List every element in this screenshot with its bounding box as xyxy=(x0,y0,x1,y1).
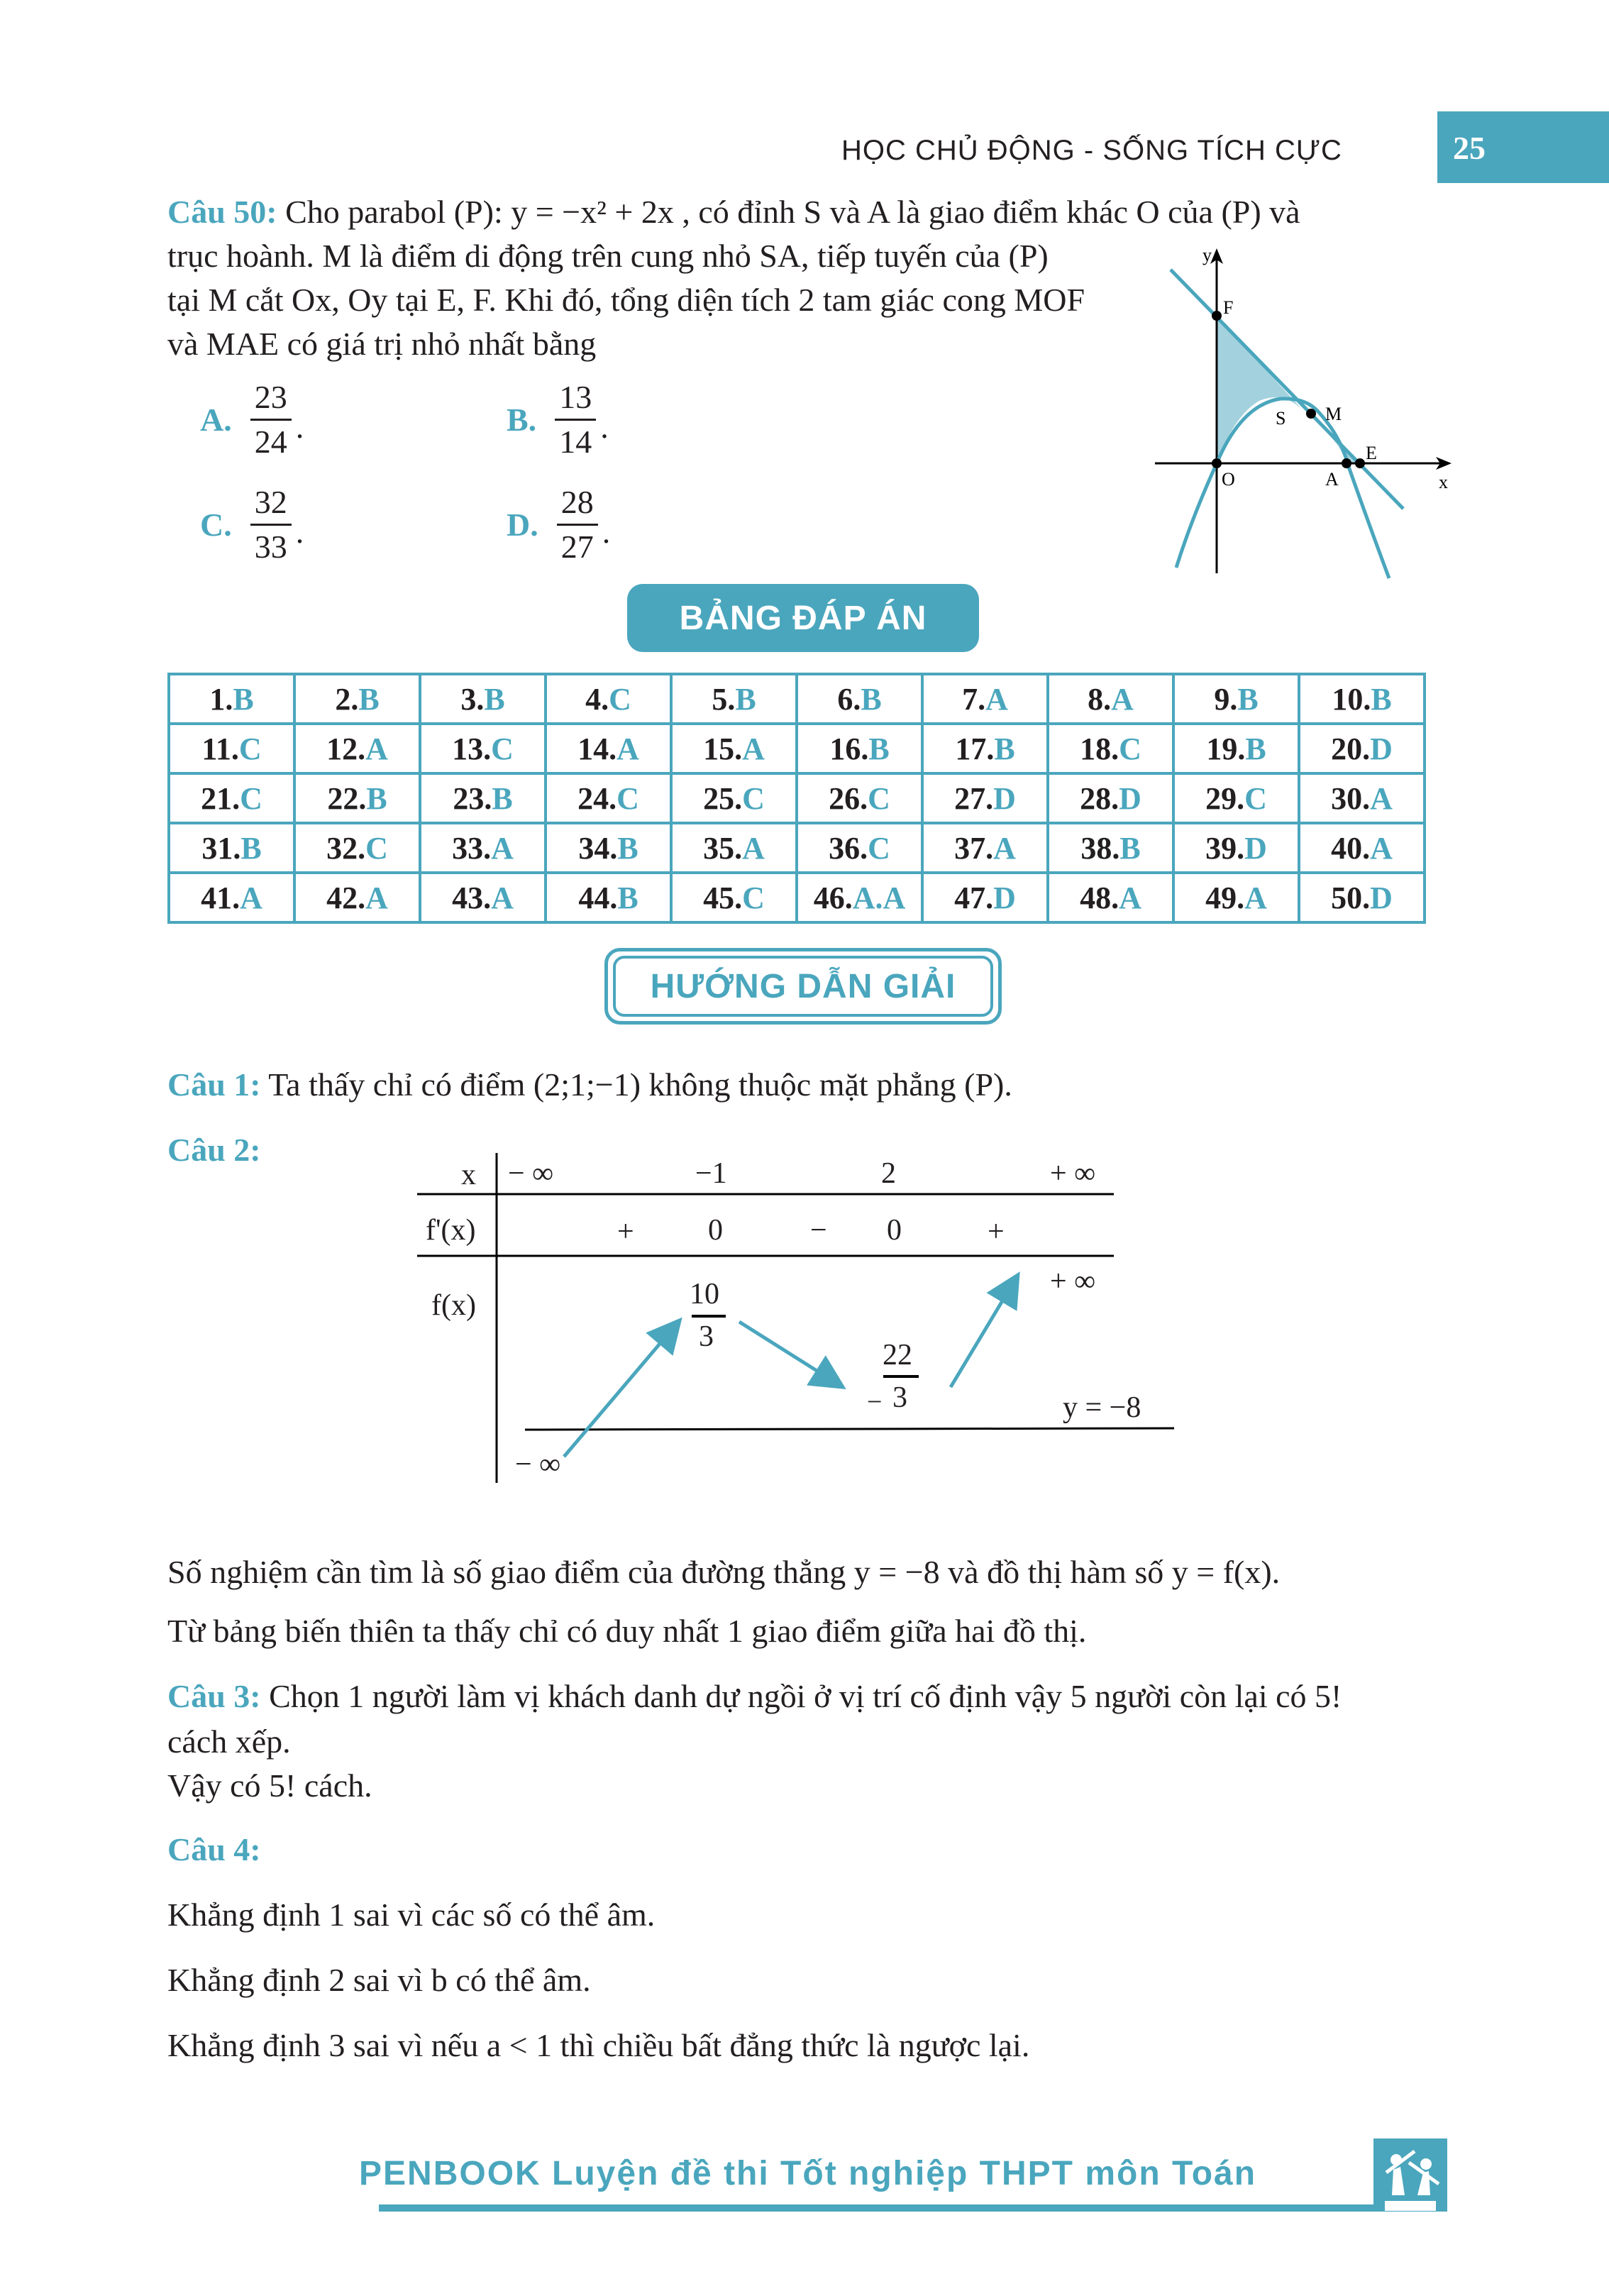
answer-row xyxy=(169,873,1425,922)
answer-letter: A xyxy=(993,830,1016,866)
answer-letter: C xyxy=(868,780,890,816)
answer-cell xyxy=(294,674,420,724)
question-number: 4. xyxy=(585,681,609,717)
label-f: F xyxy=(1223,297,1234,318)
answer-cell xyxy=(420,674,546,724)
option-c-fraction xyxy=(250,481,292,568)
answer-cell xyxy=(922,674,1048,724)
question-number: 30. xyxy=(1331,780,1371,816)
answer-letter: C xyxy=(616,780,639,816)
answer-cell xyxy=(1048,873,1173,922)
question-number: 39. xyxy=(1205,830,1245,866)
question-number: 36. xyxy=(829,830,868,866)
shaded-region-mof xyxy=(1217,316,1304,463)
min-value-fraction-bar xyxy=(883,1375,919,1378)
question-50-label: Câu 50: xyxy=(167,194,277,230)
answer-cell xyxy=(169,674,294,724)
period: . xyxy=(600,409,609,445)
answer-letter: C xyxy=(238,731,262,766)
question-number: 29. xyxy=(1205,780,1245,816)
answer-letter: A xyxy=(1370,830,1393,866)
denominator: 14 xyxy=(559,424,592,460)
answer-letter: A xyxy=(240,880,262,915)
answer-letter: C xyxy=(491,731,514,766)
numerator: 28 xyxy=(560,484,594,520)
point-o xyxy=(1212,458,1222,468)
question-number: 25. xyxy=(703,780,743,816)
answer-letter: D xyxy=(993,880,1016,915)
question-number: 45. xyxy=(703,880,743,915)
answer-cell xyxy=(420,823,546,873)
question-number: 31. xyxy=(201,830,241,866)
answer-letter: B xyxy=(484,681,505,717)
question-number: 20. xyxy=(1331,731,1371,766)
question-number: 35. xyxy=(703,830,743,866)
answer-cell xyxy=(797,873,922,922)
right-limit: + ∞ xyxy=(1050,1265,1096,1298)
answer-letter: A xyxy=(491,880,514,915)
question-number: 23. xyxy=(453,780,492,816)
option-c xyxy=(200,481,304,568)
answer-cell xyxy=(1048,724,1173,773)
solution-1-label: Câu 1: xyxy=(167,1066,261,1103)
numerator: 32 xyxy=(254,484,287,520)
question-number: 7. xyxy=(962,681,986,717)
solution-1 xyxy=(167,1063,1012,1107)
answer-cell xyxy=(546,674,671,724)
option-a-fraction xyxy=(250,376,292,463)
sign-plus: + xyxy=(988,1215,1005,1248)
claim-2: Khẳng định 2 sai vì b có thể âm. xyxy=(167,1962,591,1998)
x-value-2: 2 xyxy=(881,1157,896,1190)
question-number: 8. xyxy=(1088,681,1112,717)
answer-letter: B xyxy=(240,830,262,866)
answer-letter: B xyxy=(1371,681,1392,717)
max-value-fraction-bar xyxy=(692,1315,726,1318)
answer-letter: C xyxy=(742,780,765,816)
option-d-letter: D. xyxy=(507,507,538,543)
two-people-logo-icon xyxy=(1373,2138,1447,2212)
question-number: 13. xyxy=(452,731,492,766)
max-value-denominator: 3 xyxy=(699,1320,714,1353)
variation-table-lines xyxy=(411,1149,1178,1490)
answer-cell xyxy=(922,823,1048,873)
question-number: 37. xyxy=(954,830,994,866)
answer-cell xyxy=(294,873,420,922)
label-y: y xyxy=(1202,245,1212,265)
solution-2-label-text: Câu 2: xyxy=(167,1132,261,1168)
answer-letter: B xyxy=(617,830,638,866)
answer-cell xyxy=(671,674,797,724)
variation-table xyxy=(411,1149,1178,1490)
question-number: 5. xyxy=(712,681,736,717)
answer-cell xyxy=(671,873,797,922)
answer-letter: D xyxy=(1244,830,1267,866)
question-number: 33. xyxy=(452,830,492,866)
label-o: O xyxy=(1222,469,1235,490)
period: . xyxy=(295,514,304,550)
solution-3-line-1 xyxy=(167,1674,1342,1718)
answer-cell xyxy=(420,773,546,823)
min-value-denominator: 3 xyxy=(892,1381,907,1414)
question-number: 16. xyxy=(829,731,869,766)
answer-letter: B xyxy=(994,731,1015,766)
question-number: 15. xyxy=(703,731,743,766)
answer-letter: A xyxy=(491,830,514,866)
answer-letter: D xyxy=(993,780,1016,816)
increase-arrow-icon xyxy=(564,1325,675,1457)
horizontal-line-label: y = −8 xyxy=(1063,1391,1141,1424)
answer-letter: A xyxy=(1244,880,1267,915)
label-m: M xyxy=(1325,404,1342,424)
question-number: 32. xyxy=(326,830,366,866)
answer-cell xyxy=(169,873,294,922)
sign-zero: 0 xyxy=(887,1214,902,1247)
answer-cell xyxy=(1173,674,1299,724)
solution-4-label-text: Câu 4: xyxy=(167,1831,261,1867)
option-a xyxy=(200,376,304,463)
answer-cell xyxy=(169,773,294,823)
claim-3: Khẳng định 3 sai vì nếu a < 1 thì chiều bất đẳng thức là ngược lại. xyxy=(167,2027,1030,2063)
question-number: 38. xyxy=(1080,830,1120,866)
answer-letter: A xyxy=(742,731,765,766)
answer-cell xyxy=(922,873,1048,922)
left-limit: − ∞ xyxy=(515,1448,561,1481)
question-number: 28. xyxy=(1080,780,1119,816)
answer-letter: B xyxy=(868,731,890,766)
footer-book-title: PENBOOK Luyện đề thi Tốt nghiệp THPT môn Toán xyxy=(359,2155,1257,2192)
page-number: 25 xyxy=(1453,130,1486,166)
sign-minus: − xyxy=(810,1214,827,1247)
question-50-line-4: và MAE có giá trị nhỏ nhất bằng xyxy=(167,326,597,362)
answer-cell xyxy=(169,823,294,873)
answer-cell xyxy=(1048,674,1173,724)
question-number: 40. xyxy=(1331,830,1371,866)
answer-cell xyxy=(169,724,294,773)
answer-letter: B xyxy=(1119,830,1141,866)
min-value-numerator: 22 xyxy=(883,1339,912,1371)
sign-zero: 0 xyxy=(708,1214,723,1247)
question-number: 17. xyxy=(955,731,995,766)
question-number: 43. xyxy=(452,880,492,915)
question-number: 18. xyxy=(1080,731,1119,766)
numerator: 13 xyxy=(559,379,592,415)
answer-letter: D xyxy=(1370,880,1393,915)
solution-4-label xyxy=(167,1828,261,1872)
solution-3-text-1: Chọn 1 người làm vị khách danh dự ngồi ở vị trí cố định vậy 5 người còn lại có 5! xyxy=(269,1678,1342,1714)
solution-1-text: Ta thấy chỉ có điểm (2;1;−1) không thuộc mặt phẳng (P). xyxy=(268,1066,1012,1103)
solution-3-label: Câu 3: xyxy=(167,1678,261,1714)
point-a xyxy=(1342,458,1351,468)
solution-3-line-3: Vậy có 5! cách. xyxy=(167,1767,372,1804)
answer-letter: C xyxy=(365,830,388,866)
question-number: 21. xyxy=(201,780,240,816)
point-m xyxy=(1306,409,1316,419)
question-number: 24. xyxy=(577,780,617,816)
answer-letter: D xyxy=(1370,731,1393,766)
question-number: 41. xyxy=(201,880,240,915)
answer-cell xyxy=(1299,724,1425,773)
sign-plus: + xyxy=(617,1215,634,1248)
point-e xyxy=(1355,458,1365,468)
question-number: 2. xyxy=(335,681,359,717)
increase-arrow-icon xyxy=(951,1281,1014,1387)
answer-cell xyxy=(1173,724,1299,773)
numerator: 23 xyxy=(254,379,287,415)
answer-cell xyxy=(1173,873,1299,922)
period: . xyxy=(602,514,611,550)
question-number: 48. xyxy=(1080,880,1119,915)
answer-cell xyxy=(922,724,1048,773)
question-number: 10. xyxy=(1332,681,1371,717)
question-number: 1. xyxy=(209,681,233,717)
option-b-fraction xyxy=(555,376,596,463)
question-50-line-2: trục hoành. M là điểm di động trên cung nhỏ SA, tiếp tuyến của (P) xyxy=(167,238,1049,274)
answer-letter: A xyxy=(365,731,388,766)
decrease-arrow-icon xyxy=(739,1322,837,1384)
question-number: 11. xyxy=(201,731,239,766)
answer-cell xyxy=(1173,773,1299,823)
running-header-title: HỌC CHỦ ĐỘNG - SỐNG TÍCH CỰC xyxy=(841,135,1342,166)
question-number: 9. xyxy=(1214,681,1238,717)
option-d-fraction xyxy=(557,481,598,568)
question-number: 46. xyxy=(813,880,853,915)
denominator: 27 xyxy=(560,529,594,565)
answer-cell xyxy=(1299,823,1425,873)
denominator: 24 xyxy=(254,424,287,460)
answer-cell xyxy=(546,724,671,773)
answer-letter: B xyxy=(492,780,513,816)
answer-letter: A xyxy=(985,681,1008,717)
answer-row xyxy=(169,773,1425,823)
solution-3-line-2: cách xếp. xyxy=(167,1723,291,1760)
answer-letter: B xyxy=(617,880,638,915)
answer-cell xyxy=(1173,823,1299,873)
line-y-minus-8 xyxy=(525,1428,1174,1430)
answer-cell xyxy=(1299,873,1425,922)
tangent-line xyxy=(1171,270,1403,509)
question-number: 26. xyxy=(829,780,868,816)
period: . xyxy=(295,409,304,445)
question-number: 19. xyxy=(1206,731,1246,766)
x-value-plus-infinity: + ∞ xyxy=(1050,1157,1096,1190)
derivative-row-label: f'(x) xyxy=(426,1214,476,1247)
solutions-heading: HƯỚNG DẪN GIẢI xyxy=(613,956,993,1017)
answer-cell xyxy=(294,724,420,773)
answer-letter: B xyxy=(358,681,380,717)
question-50-line-3: tại M cắt Ox, Oy tại E, F. Khi đó, tổng diện tích 2 tam giác cong MOF xyxy=(167,282,1085,318)
solution-2-text-1: Số nghiệm cần tìm là số giao điểm của đường thẳng y = −8 và đồ thị hàm số y = f(x). xyxy=(167,1554,1281,1590)
option-c-letter: C. xyxy=(200,507,232,543)
answer-letter: B xyxy=(233,681,254,717)
option-a-letter: A. xyxy=(200,402,232,438)
answer-letter: B xyxy=(1237,681,1259,717)
label-s: S xyxy=(1276,408,1286,429)
question-number: 14. xyxy=(577,731,617,766)
answer-row xyxy=(169,724,1425,773)
answer-letter: C xyxy=(868,830,890,866)
answer-letter: D xyxy=(1119,780,1141,816)
option-b xyxy=(507,376,609,463)
answer-cell xyxy=(797,823,922,873)
solution-2-text-2: Từ bảng biến thiên ta thấy chỉ có duy nhất 1 giao điểm giữa hai đồ thị. xyxy=(167,1613,1087,1649)
answer-letter: C xyxy=(1244,780,1267,816)
min-value-sign: − xyxy=(867,1387,883,1417)
answer-letter: A xyxy=(365,880,388,915)
answer-letter: B xyxy=(861,681,882,717)
answer-cell xyxy=(294,773,420,823)
answer-cell xyxy=(546,823,671,873)
answer-letter: B xyxy=(735,681,756,717)
answer-cell xyxy=(797,773,922,823)
answer-letter: C xyxy=(240,780,262,816)
parabola-tangent-figure xyxy=(1135,234,1461,589)
answer-cell xyxy=(671,773,797,823)
x-row-label: x xyxy=(461,1159,476,1191)
answer-table-heading: BẢNG ĐÁP ÁN xyxy=(627,584,979,652)
answer-letter: A xyxy=(616,731,639,766)
answer-cell xyxy=(420,724,546,773)
x-value-minus-infinity: − ∞ xyxy=(508,1157,554,1190)
answer-row xyxy=(169,674,1425,724)
solutions-heading-frame xyxy=(604,948,1002,1025)
answer-cell xyxy=(671,724,797,773)
answer-letter: C xyxy=(1119,731,1141,766)
answer-letter: C xyxy=(609,681,631,717)
answer-row xyxy=(169,823,1425,873)
question-number: 27. xyxy=(954,780,994,816)
question-number: 50. xyxy=(1331,880,1371,915)
answer-cell xyxy=(546,773,671,823)
question-number: 47. xyxy=(954,880,994,915)
answer-cell xyxy=(1048,773,1173,823)
question-number: 42. xyxy=(326,880,366,915)
footer-rule xyxy=(379,2204,1403,2212)
x-value-minus-1: −1 xyxy=(695,1157,727,1190)
answer-cell xyxy=(294,823,420,873)
label-x: x xyxy=(1439,472,1448,492)
question-number: 34. xyxy=(578,830,618,866)
answer-letter: A xyxy=(1370,780,1393,816)
answer-cell xyxy=(1299,674,1425,724)
question-number: 49. xyxy=(1205,880,1245,915)
question-number: 44. xyxy=(578,880,618,915)
answer-cell xyxy=(797,674,922,724)
answer-letter: B xyxy=(1245,731,1266,766)
point-f xyxy=(1212,311,1222,321)
question-number: 22. xyxy=(327,780,367,816)
question-50-text-1: Cho parabol (P): y = −x² + 2x , có đỉnh S và A là giao điểm khác O của (P) và xyxy=(285,194,1300,230)
answer-cell xyxy=(922,773,1048,823)
answer-cell xyxy=(1299,773,1425,823)
answer-letter: A.A xyxy=(852,880,906,915)
answer-letter: A xyxy=(1111,681,1134,717)
question-number: 12. xyxy=(326,731,366,766)
answer-cell xyxy=(420,873,546,922)
label-a: A xyxy=(1325,469,1339,490)
question-number: 6. xyxy=(837,681,861,717)
answer-cell xyxy=(797,724,922,773)
answer-cell xyxy=(671,823,797,873)
label-e: E xyxy=(1366,443,1377,463)
option-b-letter: B. xyxy=(507,402,537,438)
function-row-label: f(x) xyxy=(431,1289,476,1322)
claim-1: Khẳng định 1 sai vì các số có thể âm. xyxy=(167,1897,656,1933)
answer-letter: A xyxy=(1119,880,1141,915)
answer-letter: B xyxy=(366,780,387,816)
denominator: 33 xyxy=(254,529,287,565)
option-d xyxy=(507,481,610,568)
max-value-numerator: 10 xyxy=(690,1278,719,1310)
question-number: 3. xyxy=(460,681,485,717)
answer-letter: C xyxy=(742,880,765,915)
solution-2-label xyxy=(167,1128,261,1172)
answer-table xyxy=(167,673,1426,924)
answer-letter: A xyxy=(742,830,765,866)
answer-cell xyxy=(546,873,671,922)
question-50-line-1 xyxy=(167,190,1300,234)
answer-cell xyxy=(1048,823,1173,873)
